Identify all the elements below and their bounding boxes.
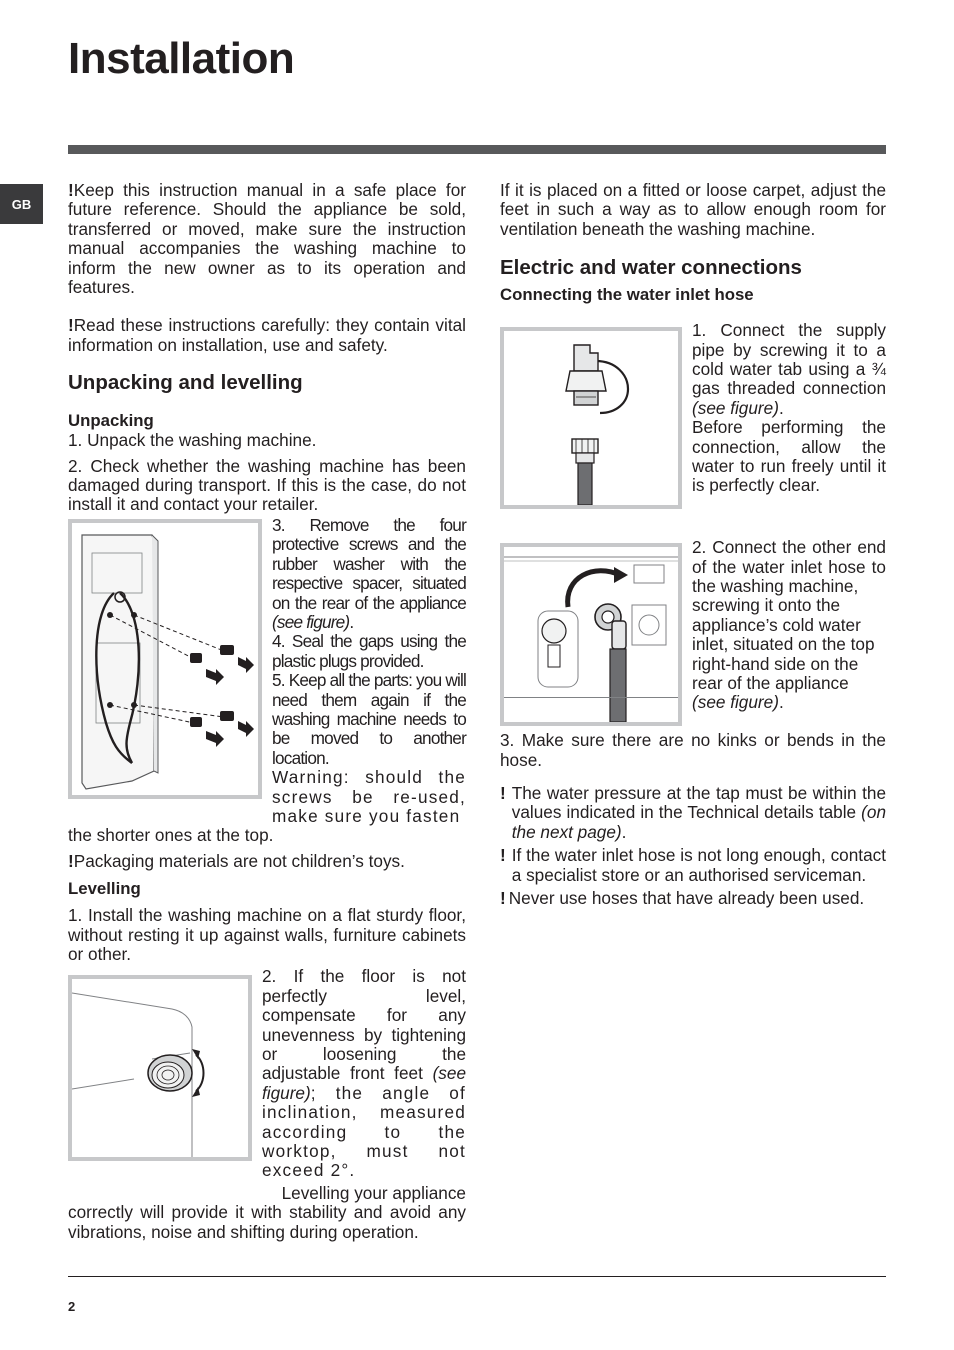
inlet-step-1: 1. Connect the supply pipe by screwing it to a cold water tab using a ¾ gas threaded connection (see figure). xyxy=(692,320,886,418)
tap-connection-figure xyxy=(500,327,682,509)
adjustable-foot-icon xyxy=(72,979,248,1157)
inlet-step-2-block xyxy=(692,538,886,726)
page-title: Installation xyxy=(68,34,295,83)
level-final-start: Levelling your appliance xyxy=(281,1182,466,1203)
inlet-hose-heading: Connecting the water inlet hose xyxy=(500,285,754,305)
language-tab: GB xyxy=(0,184,43,224)
page-number: 2 xyxy=(68,1299,76,1314)
top-rule xyxy=(68,145,886,154)
unpacking-levelling-heading: Unpacking and levelling xyxy=(68,371,303,395)
warning-text-cont: the shorter ones at the top. xyxy=(68,825,274,846)
inlet-step-2: 2. Connect the other end of the water inlet hose to the washing machine, xyxy=(692,537,886,597)
bottom-rule xyxy=(68,1276,886,1277)
tap-connection-icon xyxy=(504,331,678,505)
rear-screws-figure xyxy=(68,519,262,799)
inlet-connection-icon xyxy=(504,547,678,722)
packaging-note: !Packaging materials are not children’s toys. xyxy=(68,850,405,871)
intro-note-1: !Keep this instruction manual in a safe place for future reference. Should the appliance be sold, transferred or moved, make sure the instruction manual accompanies the washing machine to inform the new owner as to its operation and features. xyxy=(68,180,466,298)
right-column xyxy=(500,181,886,908)
unpack-step-5: 5. Keep all the parts: you will need them again if the washing machine needs to be moved to another location. xyxy=(272,670,466,768)
left-column xyxy=(68,181,466,1242)
note-hose-length: ! If the water inlet hose is not long enough, contact a specialist store or an authorised serviceman. xyxy=(500,845,886,885)
inlet-step-3: 3. Make sure there are no kinks or bends in the hose. xyxy=(500,730,886,770)
level-figure-row xyxy=(68,967,466,1203)
inlet-connection-figure xyxy=(500,543,682,726)
inlet-step-1-block xyxy=(692,321,886,509)
level-step-2: 2. If the floor is not perfectly level, compensate for any unevenness by tightening or loosening the adjustable front feet (see figure); the angle of inclination, measured according to the worktop, must not exceed 2°. xyxy=(262,966,466,1181)
unpack-step-1: 1. Unpack the washing machine. xyxy=(68,430,317,451)
warning-text: Warning: should the screws be re-used, make sure you fasten xyxy=(272,767,466,826)
levelling-heading: Levelling xyxy=(68,879,141,899)
unpack-steps-3-5 xyxy=(272,516,466,827)
inlet-figure-row xyxy=(500,538,886,726)
unpacking-heading: Unpacking xyxy=(68,411,154,431)
tap-figure-row xyxy=(500,321,886,509)
note-pressure: ! The water pressure at the tap must be within the values indicated in the Technical details table (on the next page). xyxy=(500,783,886,842)
unpack-step-2: 2. Check whether the washing machine has been damaged during transport. If this is the case, do not install it and contact your retailer. xyxy=(68,455,466,515)
rear-panel-screws-icon xyxy=(72,523,258,795)
intro-note-2: !Read these instructions carefully: they contain vital information on installation, use and safety. xyxy=(68,315,466,355)
level-step-2-block xyxy=(262,967,466,1203)
unpack-step-4: 4. Seal the gaps using the plastic plugs provided. xyxy=(272,631,466,671)
inlet-step-1-cont: Before performing the connection, allow the water to run freely until it is perfectly clear. xyxy=(692,417,886,496)
unpack-step-3: 3. Remove the four protective screws and the rubber washer with the respective spacer, situated on the rear of the appliance (see figure). xyxy=(272,514,466,632)
carpet-note: If it is placed on a fitted or loose carpet, adjust the feet in such a way as to allow enough room for ventilation beneath the washing machine. xyxy=(500,180,886,239)
inlet-step-2-cont: screwing it onto the appliance’s cold water inlet, situated on the top right-hand side on the rear of the appliance (see figure). xyxy=(692,595,875,713)
levelling-foot-figure xyxy=(68,975,252,1161)
unpack-figure-row xyxy=(68,516,466,827)
electric-water-heading: Electric and water connections xyxy=(500,256,802,280)
note-used-hoses: ! Never use hoses that have already been used. xyxy=(500,888,865,909)
level-step-1: 1. Install the washing machine on a flat sturdy floor, without resting it up against walls, furniture cabinets or other. xyxy=(68,905,466,964)
level-final-cont: correctly will provide it with stability and avoid any vibrations, noise and shifting during operation. xyxy=(68,1202,466,1242)
